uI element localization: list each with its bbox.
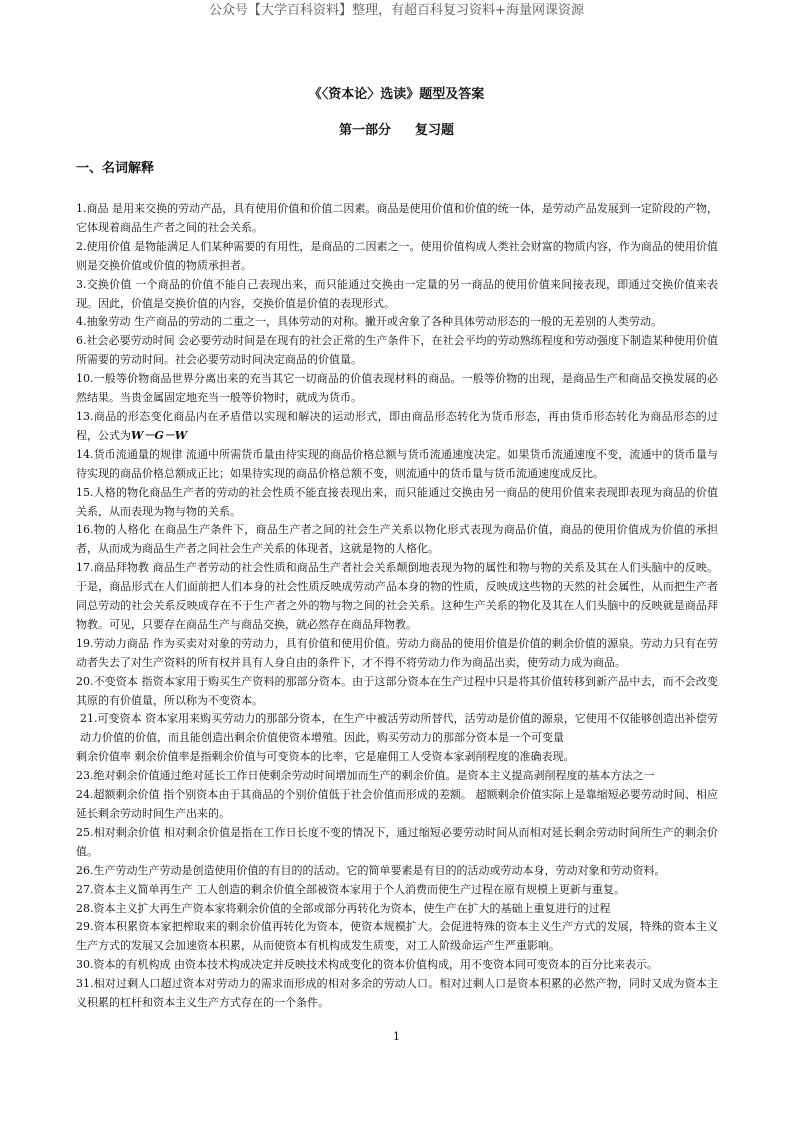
term-entry-24: 24.超额剩余价值 指个别资本由于其商品的个别价值低于社会价值而形成的差额。 超额剩余价值实际上是靠缩短必要劳动时间、相应延长剩余劳动时间生产出来的。	[76, 788, 718, 820]
term-entry-20: 20.不变资本 指资本家用于购买生产资料的那部分资本。由于这部分资本在生产过程中只是将其价值转移到新产品中去，而不会改变其原的有价值量，所以称为不变资本。	[76, 674, 718, 707]
term-entry-29: 29.资本积累资本家把榨取来的剩余价值再转化为资本，使资本规模扩大。会促进特殊的资本主义生产方式的发展，特殊的资本主义生产方式的发展又会加速资本积累，从而使资本有机构成发生质变，对工人阶级命运产生严重影响。	[76, 920, 718, 953]
term-entry-15: 15.人格的物化商品生产者的劳动的社会性质不能直接表现出来，而只能通过交换由另一商品的使用价值来表现即表现为商品的价值关系，从而表现为物与物的关系。	[76, 485, 718, 518]
term-entry-31: 31.相对过剩人口超过资本对劳动力的需求而形成的相对多余的劳动人口。相对过剩人口是资本积累的必然产物，同时又成为资本主义积累的杠杆和资本主义生产方式存在的一个条件。	[76, 977, 718, 1010]
term-entry-16: 16.物的人格化 在商品生产条件下，商品生产者之间的社会生产关系以物化形式表现为商品价值，商品的使用价值成为价值的承担者，从而成为商品生产者之间社会生产关系的体现者，这就是物的人格化。	[76, 523, 718, 556]
term-entry-13	[76, 408, 718, 446]
page-number: 1	[393, 1030, 400, 1043]
term-entry-4: 4.抽象劳动 生产商品的劳动的二重之一，具体劳动的对称。撇开或舍象了各种具体劳动形态的一般的无差别的人类劳动。	[76, 315, 662, 329]
term-entry-26: 26.生产劳动生产劳动是创造使用价值的有目的的活动。它的简单要素是有目的的活动或劳动本身，劳动对象和劳动资料。	[76, 863, 666, 877]
term-entry-1: 1.商品 是用来交换的劳动产品，具有使用价值和价值二因素。商品是使用价值和价值的统一体，是劳动产品发展到一定阶段的产物，它体现着商品生产者之间的社会关系。	[76, 202, 718, 234]
term-entry-14: 14.货币流通量的规律 流通中所需货币量由待实现的商品价格总额与货币流通速度决定。如果货币流通速度不变，流通中的货币量与待实现的商品价格总额成正比；如果待实现的商品价格总额不变，则流通中的货币量与货币流通速度成反比。	[76, 447, 718, 480]
term-entry-2: 2.使用价值 是物能满足人们某种需要的有用性，是商品的二因素之一。使用价值构成人类社会财富的物质内容，作为商品的使用价值则是交换价值或价值的物质承担者。	[76, 239, 718, 272]
term-entry-23: 23.绝对剩余价值通过绝对延长工作日使剩余劳动时间增加而生产的剩余价值。是资本主义提高剥削程度的基本方法之一	[76, 769, 655, 783]
part-title	[0, 122, 793, 140]
formula: W－G－W	[131, 428, 188, 442]
term-entry-27: 27.资本主义简单再生产 工人创造的剩余价值全部被资本家用于个人消费而使生产过程在原有规模上更新与重复。	[76, 882, 625, 896]
term-entry-21: 21.可变资本 资本家用来购买劳动力的那部分资本，在生产中被活劳动所替代，活劳动是价值的源泉，它使用不仅能够创造出补偿劳动力价值的价值，而且能创造出剩余价值使资本增殖。因此，购买劳动力的那部分资本是一个可变量	[80, 712, 718, 745]
term-entry-28: 28.资本主义扩大再生产资本家将剩余价值的全部或部分再转化为资本，使生产在扩大的基础上重复进行的过程	[76, 901, 611, 915]
term-list	[76, 200, 718, 1013]
part-name: 复习题	[415, 123, 455, 138]
document-title: 《〈资本论〉选读》题型及答案	[308, 87, 485, 102]
term-entry-25: 25.相对剩余价值 相对剩余价值是指在工作日长度不变的情况下，通过缩短必要劳动时间从而相对延长剩余劳动时间所生产的剩余价值。	[76, 825, 718, 858]
section-heading: 一、名词解释	[76, 161, 155, 176]
header-watermark: 公众号【大学百科资料】整理，有超百科复习资料+海量网课资源	[209, 3, 584, 18]
term-entry-17: 17.商品拜物教 商品生产者劳动的社会性质和商品生产者社会关系颠倒地表现为物的属性和物与物的关系及其在人们头脑中的反映。于是，商品形式在人们面前把人们本身的社会性质反映成劳动产品本身的物的性质，反映成这些物的天然的社会属性，从而把生产者同总劳动的社会关系反映成存在不于生产者之外的物与物之间的社会关系。这种生产关系的物化及其在人们头脑中的反映就是商品拜物教。可见，只要存在商品生产与商品交换，就必然存在商品拜物教。	[76, 561, 718, 631]
term-entry-3: 3.交换价值 一个商品的价值不能自己表现出来，而只能通过交换由一定量的另一商品的使用价值来间接表现，即通过交换价值来表现。因此，价值是交换价值的内容，交换价值是价值的表现形式。	[76, 277, 718, 310]
term-entry-30: 30.资本的有机构成 由资本技术构成决定并反映技术构成变化的资本价值构成，用不变资本同可变资本的百分比来表示。	[76, 958, 658, 972]
term-entry-surplus-rate: 剩余价值率 剩余价值率是指剩余价值与可变资本的比率，它是雇佣工人受资本家剥削程度的准确表现。	[76, 750, 575, 764]
term-entry-10: 10.一般等价物商品世界分离出来的充当其它一切商品的价值表现材料的商品。一般等价物的出现，是商品生产和商品交换发展的必然结果。当贵金属固定地充当一般等价物时，就成为货币。	[76, 372, 718, 405]
part-label: 第一部分	[338, 123, 391, 138]
term-entry-19: 19.劳动力商品 作为买卖对对象的劳动力，具有价值和使用价值。劳动力商品的使用价值是价值的剩余价值的源泉。劳动力只有在劳动者失去了对生产资料的所有权并具有人身自由的条件下，才不得不将劳动力作为商品出卖，使劳动力成为商品。	[76, 636, 718, 669]
term-entry-6: 6.社会必要劳动时间 会必要劳动时间是在现有的社会正常的生产条件下，在社会平均的劳动熟练程度和劳动强度下制造某种使用价值所需要的劳动时间。社会必要劳动时间决定商品的价值量。	[76, 334, 718, 367]
term-entry-13-text: 13.商品的形态变化商品内在矛盾借以实现和解决的运动形式，即由商品形态转化为货币形态，再由货币形态转化为商品形态的过程，公式为	[76, 409, 718, 442]
